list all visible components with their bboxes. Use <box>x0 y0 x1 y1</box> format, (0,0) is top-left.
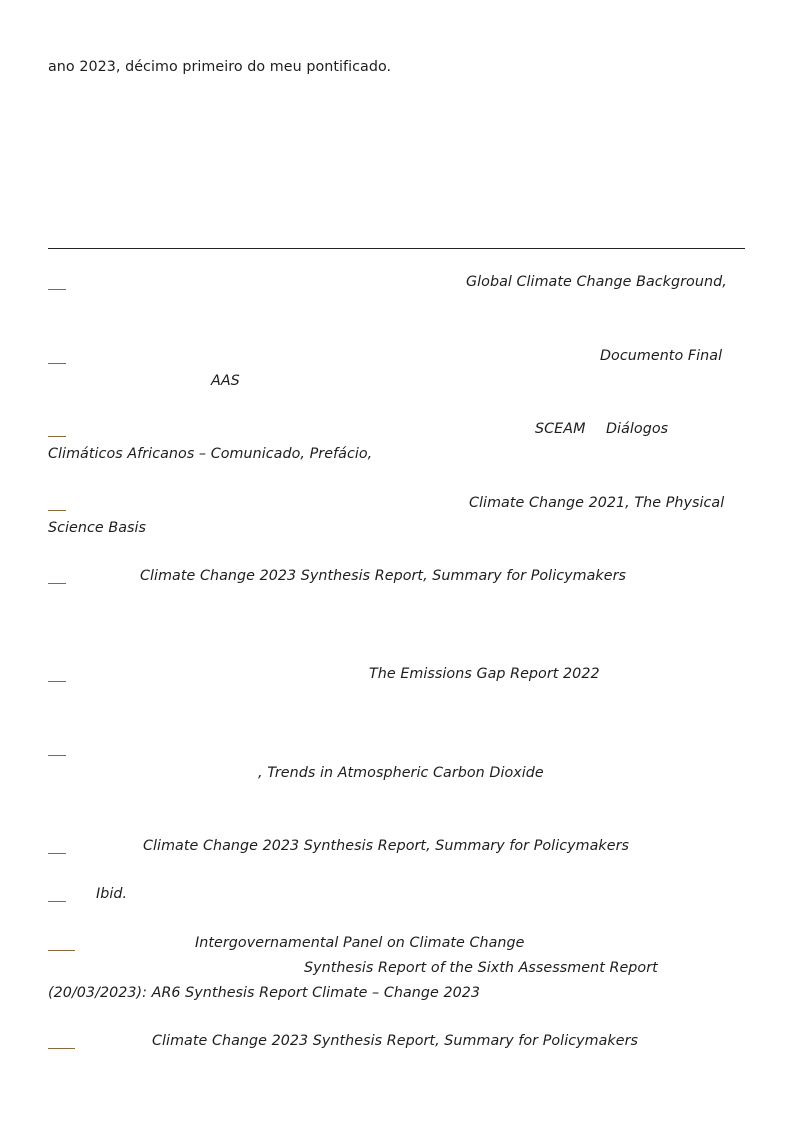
footnote-text: SCEAM <box>535 421 586 437</box>
footnote-marker <box>48 755 66 756</box>
footnote-text: Intergovernamental Panel on Climate Change <box>195 935 525 951</box>
footnote-marker <box>48 681 66 682</box>
footnote-text: Climate Change 2023 Synthesis Report, Summary for Policymakers <box>152 1033 639 1049</box>
footnote-text: , Trends in Atmospheric Carbon Dioxide <box>258 765 544 781</box>
footnote-text: (20/03/2023): AR6 Synthesis Report Climate – Change 2023 <box>48 985 481 1001</box>
footnote-text: Climáticos Africanos – Comunicado, Prefácio, <box>48 446 373 462</box>
footnote-marker <box>48 289 66 290</box>
closing-line: ano 2023, décimo primeiro do meu pontificado. <box>48 59 392 75</box>
footnote-marker <box>48 901 66 902</box>
footnote-text: Climate Change 2023 Synthesis Report, Summary for Policymakers <box>143 838 630 854</box>
footnote-marker <box>48 363 66 364</box>
footnote-marker <box>48 853 66 854</box>
footnote-text: The Emissions Gap Report 2022 <box>369 666 600 682</box>
footnote-text: Climate Change 2021, The Physical <box>469 495 725 511</box>
footnote-text: Documento Final <box>600 348 723 364</box>
footnote-text: AAS <box>211 373 240 389</box>
footnote-marker <box>48 583 66 584</box>
footnote-separator <box>48 248 745 249</box>
footnote-text: Synthesis Report of the Sixth Assessment Report <box>304 960 658 976</box>
footnote-marker <box>48 436 66 437</box>
footnote-text: Ibid. <box>96 886 128 902</box>
footnote-marker <box>48 1048 75 1049</box>
footnote-marker <box>48 510 66 511</box>
footnote-text: Science Basis <box>48 520 147 536</box>
footnote-text: Diálogos <box>606 421 669 437</box>
footnote-text: Climate Change 2023 Synthesis Report, Summary for Policymakers <box>140 568 627 584</box>
footnote-text: Global Climate Change Background, <box>466 274 727 290</box>
footnote-marker <box>48 950 75 951</box>
